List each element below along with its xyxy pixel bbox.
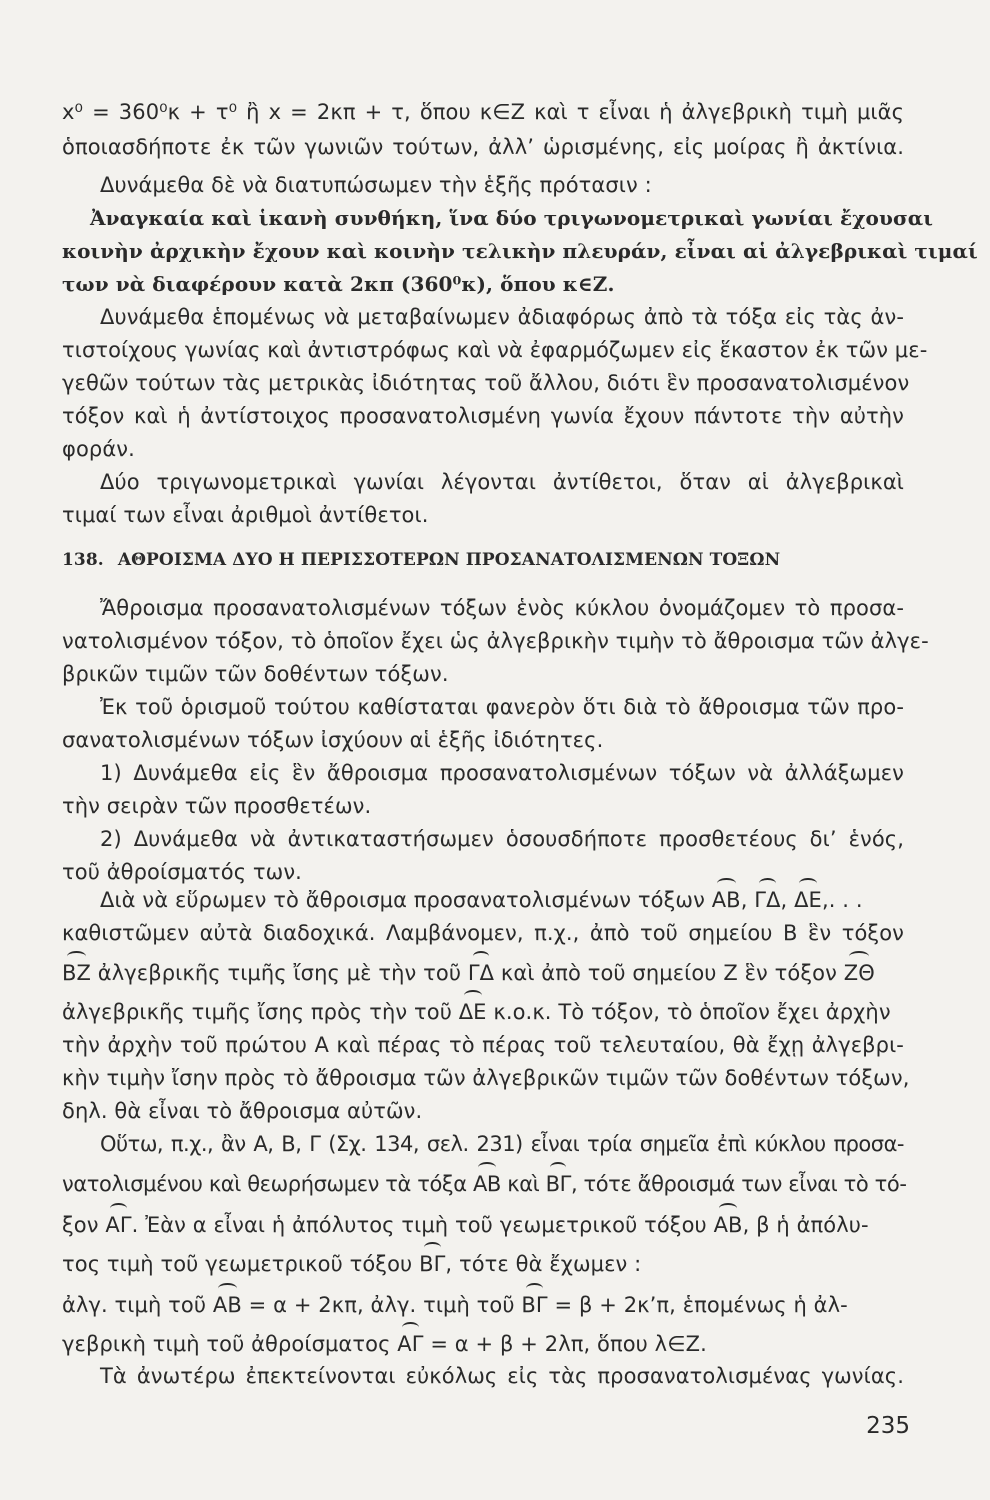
text-line: ἀλγεβρικῆς τιμῆς ἴσης πρὸς τὴν τοῦ ΔΕ κ.ο.κ. Τὸ τόξον, τὸ ὁποῖον ἔχει ἀρχὴν xyxy=(62,997,904,1027)
text-line: βρικῶν τιμῶν τῶν δοθέντων τόξων. xyxy=(62,662,449,686)
list-item-1: 1) Δυνάμεθα εἰς ἓν ἄθροισμα προσανατολισμένων τόξων νὰ ἀλλάξωμεν xyxy=(100,761,904,785)
text-line: ξον ΑΓ. Ἐὰν α εἶναι ἡ ἀπόλυτος τιμὴ τοῦ γεωμετρικοῦ τόξου ΑΒ, β ἡ ἀπόλυ- xyxy=(62,1210,904,1240)
arc-zth: ΖΘ xyxy=(844,958,875,988)
arc-ab: ΑΒ xyxy=(473,1169,501,1199)
text-line: Οὕτω, π.χ., ἂν Α, Β, Γ (Σχ. 134, σελ. 231) εἶναι τρία σημεῖα ἐπὶ κύκλου προσα- xyxy=(100,1132,904,1156)
text-line: νατολισμένον τόξον, τὸ ὁποῖον ἔχει ὡς ἀλγεβρικὴν τιμὴν τὸ ἄθροισμα τῶν ἀλγε- xyxy=(62,629,929,653)
text-line: x⁰ = 360⁰κ + τ⁰ ἢ x = 2κπ + τ, ὅπου κ∈Ζ καὶ τ εἶναι ἡ ἀλγεβρικὴ τιμὴ μιᾶς xyxy=(62,100,904,124)
section-number: 138. xyxy=(62,550,104,570)
text-line: τόξον καὶ ἡ ἀντίστοιχος προσανατολισμένη γωνία ἔχουν πάντοτε τὴν αὐτὴν xyxy=(62,404,904,428)
theorem-line: Ἀναγκαία καὶ ἱκανὴ συνθήκη, ἵνα δύο τριγωνομετρικαὶ γωνίαι ἔχουσαι xyxy=(90,206,934,230)
arc-gd: ΓΔ xyxy=(468,958,494,988)
arc-ab: ΑΒ xyxy=(213,1290,242,1320)
arc-ag: ΑΓ xyxy=(397,1329,423,1359)
text-line: νατολισμένου καὶ θεωρήσωμεν τὰ τόξα ΑΒ καὶ ΒΓ, τότε ἄθροισμά των εἶναι τὸ τό- xyxy=(62,1169,904,1199)
text-line: Δυνάμεθα δὲ νὰ διατυπώσωμεν τὴν ἑξῆς πρότασιν : xyxy=(100,173,652,197)
text-line: τιμαί των εἶναι ἀριθμοὶ ἀντίθετοι. xyxy=(62,503,429,527)
text-line: κὴν τιμὴν ἴσην πρὸς τὸ ἄθροισμα τῶν ἀλγεβρικῶν τιμῶν τῶν δοθέντων τόξων, xyxy=(62,1066,910,1090)
text-line: τοῦ ἀθροίσματός των. xyxy=(62,860,302,884)
theorem-line: κοινὴν ἀρχικὴν ἔχουν καὶ κοινὴν τελικὴν πλευράν, εἶναι αἱ ἀλγεβρικαὶ τιμαί xyxy=(62,239,978,263)
arc-ab: ΑΒ xyxy=(714,1210,743,1240)
arc-de: ΔΕ xyxy=(459,997,487,1027)
arc-bg: ΒΓ xyxy=(521,1290,547,1320)
section-heading xyxy=(62,545,904,575)
text-line: καθιστῶμεν αὐτὰ διαδοχικά. Λαμβάνομεν, π.χ., ἀπὸ τοῦ σημείου Β ἓν τόξον xyxy=(62,921,904,945)
list-item-2: 2) Δυνάμεθα νὰ ἀντικαταστήσωμεν ὁσουσδήποτε προσθετέους δι’ ἑνός, xyxy=(100,827,904,851)
text-line: Διὰ νὰ εὕρωμεν τὸ ἄθροισμα προσανατολισμένων τόξων ΑΒ, ΓΔ, ΔΕ,. . . xyxy=(100,885,904,915)
page-number: 235 xyxy=(866,1413,910,1439)
text-line: σανατολισμένων τόξων ἰσχύουν αἱ ἑξῆς ἰδιότητες. xyxy=(62,728,604,752)
text-line: ὁποιασδήποτε ἐκ τῶν γωνιῶν τούτων, ἀλλ’ ὡρισμένης, εἰς μοίρας ἢ ἀκτίνια. xyxy=(62,135,904,159)
arc-gd: ΓΔ xyxy=(754,885,780,915)
text-line: τος τιμὴ τοῦ γεωμετρικοῦ τόξου ΒΓ, τότε θὰ ἔχωμεν : xyxy=(62,1249,904,1279)
text-line: γεθῶν τούτων τὰς μετρικὰς ἰδιότητας τοῦ ἄλλου, διότι ἓν προσανατολισμένον xyxy=(62,371,910,395)
text-line: Δύο τριγωνομετρικαὶ γωνίαι λέγονται ἀντίθετοι, ὅταν αἱ ἀλγεβρικαὶ xyxy=(100,470,904,494)
arc-ag: ΑΓ xyxy=(105,1210,131,1240)
text-line: ΒΖ ἀλγεβρικῆς τιμῆς ἴσης μὲ τὴν τοῦ ΓΔ καὶ ἀπὸ τοῦ σημείου Ζ ἓν τόξον ΖΘ xyxy=(62,958,904,988)
text-line: τὴν ἀρχὴν τοῦ πρώτου Α καὶ πέρας τὸ πέρας τοῦ τελευταίου, θὰ ἔχῃ ἀλγεβρι- xyxy=(62,1033,904,1057)
text-line: γεβρικὴ τιμὴ τοῦ ἀθροίσματος ΑΓ = α + β + 2λπ, ὅπου λ∈Ζ. xyxy=(62,1329,904,1359)
section-title: ΑΘΡΟΙΣΜΑ ΔΥΟ Η ΠΕΡΙΣΣΟΤΕΡΩΝ ΠΡΟΣΑΝΑΤΟΛΙΣΜΕΝΩΝ ΤΟΞΩΝ xyxy=(117,550,781,570)
arc-de: ΔΕ xyxy=(794,885,822,915)
text-line: τὴν σειρὰν τῶν προσθετέων. xyxy=(62,794,372,818)
text-line: ἀλγ. τιμὴ τοῦ ΑΒ = α + 2κπ, ἀλγ. τιμὴ τοῦ ΒΓ = β + 2κ’π, ἑπομένως ἡ ἀλ- xyxy=(62,1290,904,1320)
text-line: φοράν. xyxy=(62,437,135,461)
text-line: τιστοίχους γωνίας καὶ ἀντιστρόφως καὶ νὰ ἐφαρμόζωμεν εἰς ἕκαστον ἐκ τῶν με- xyxy=(62,338,928,362)
text-line: Δυνάμεθα ἑπομένως νὰ μεταβαίνωμεν ἀδιαφόρως ἀπὸ τὰ τόξα εἰς τὰς ἀν- xyxy=(100,305,904,329)
theorem-line: των νὰ διαφέρουν κατὰ 2κπ (360⁰κ), ὅπου κ∈Ζ. xyxy=(62,272,615,296)
closing-line: Τὰ ἀνωτέρω ἐπεκτείνονται εὐκόλως εἰς τὰς προσανατολισμένας γωνίας. xyxy=(100,1364,904,1388)
arc-bg: ΒΓ xyxy=(546,1169,571,1199)
arc-ab: ΑΒ xyxy=(712,885,741,915)
arc-bz: ΒΖ xyxy=(62,958,91,988)
text-line: Ἐκ τοῦ ὁρισμοῦ τούτου καθίσταται φανερὸν ὅτι διὰ τὸ ἄθροισμα τῶν προ- xyxy=(100,695,904,719)
arc-bg: ΒΓ xyxy=(419,1249,445,1279)
text-line: Ἄθροισμα προσανατολισμένων τόξων ἑνὸς κύκλου ὀνομάζομεν τὸ προσα- xyxy=(100,596,904,620)
text-line: δηλ. θὰ εἶναι τὸ ἄθροισμα αὐτῶν. xyxy=(62,1099,423,1123)
